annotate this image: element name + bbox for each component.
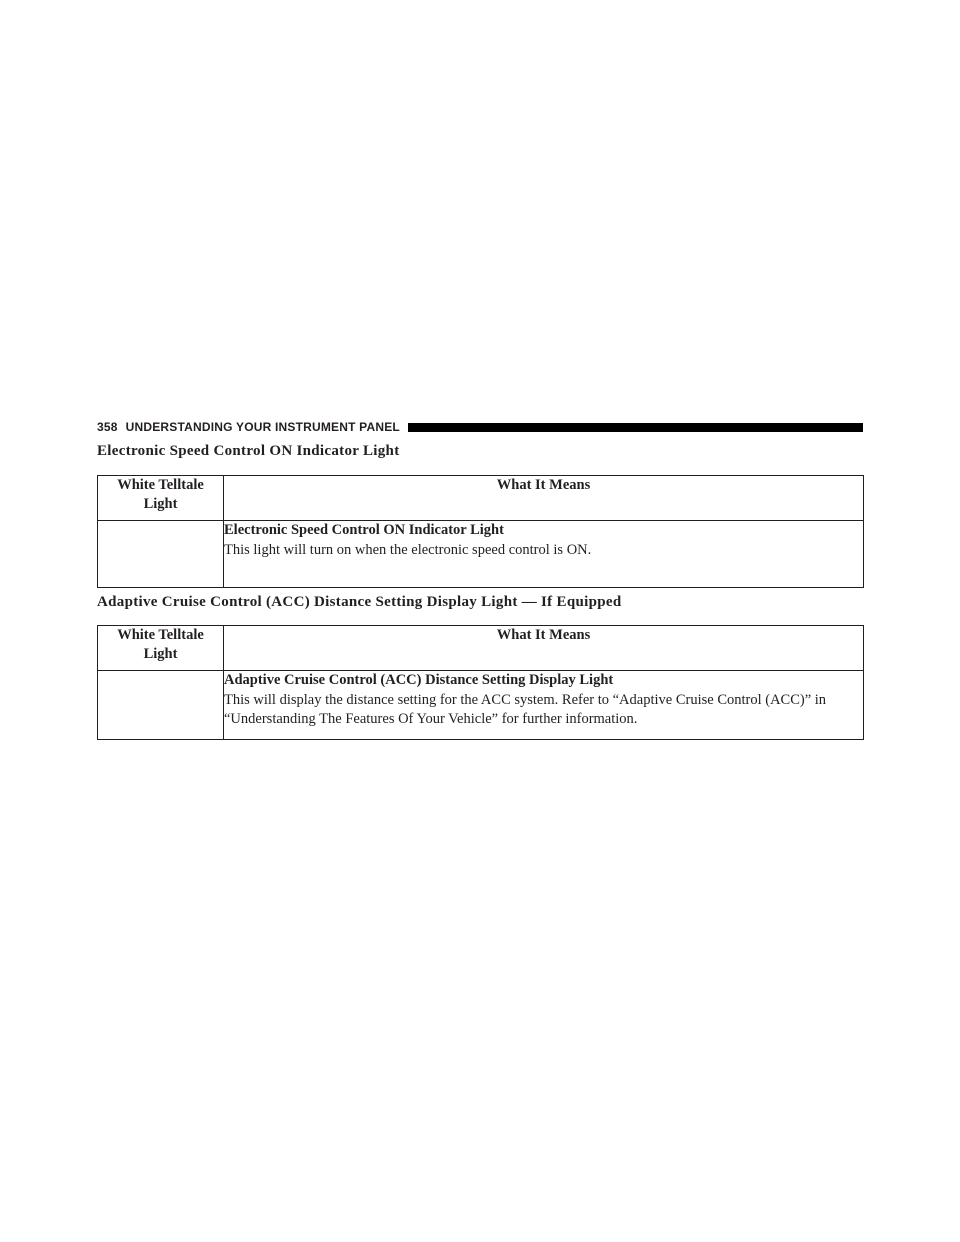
table-row <box>98 521 864 588</box>
telltale-table-speed-control <box>97 475 864 588</box>
telltale-icon-cell <box>98 671 224 740</box>
telltale-table-acc-distance <box>97 625 864 740</box>
meaning-cell <box>224 671 864 740</box>
chapter-title: UNDERSTANDING YOUR INSTRUMENT PANEL <box>125 420 400 434</box>
meaning-body: This light will turn on when the electronic speed control is ON. <box>224 541 592 558</box>
column-header-telltale-line2: Light <box>143 496 178 512</box>
column-header-telltale-line2: Light <box>143 646 178 662</box>
column-header-telltale <box>98 626 224 671</box>
page-number: 358 <box>97 420 118 434</box>
column-header-telltale-line1: White Telltale <box>117 477 204 493</box>
meaning-body: This will display the distance setting for the ACC system. Refer to “Adaptive Cruise Control (ACC)” in “Understanding The Features Of Your Vehicle” for further information. <box>224 691 827 727</box>
column-header-meaning: What It Means <box>224 476 864 521</box>
meaning-title: Adaptive Cruise Control (ACC) Distance Setting Display Light <box>224 672 614 688</box>
meaning-title: Electronic Speed Control ON Indicator Light <box>224 522 504 538</box>
meaning-cell <box>224 521 864 588</box>
page-header <box>97 416 863 438</box>
table-header-row <box>98 626 864 671</box>
telltale-icon-cell <box>98 521 224 588</box>
section-heading-speed-control: Electronic Speed Control ON Indicator Light <box>97 443 400 459</box>
column-header-telltale <box>98 476 224 521</box>
column-header-meaning: What It Means <box>224 626 864 671</box>
table-row <box>98 671 864 740</box>
table-header-row <box>98 476 864 521</box>
section-heading-acc-distance: Adaptive Cruise Control (ACC) Distance Setting Display Light — If Equipped <box>97 594 622 610</box>
column-header-telltale-line1: White Telltale <box>117 627 204 643</box>
header-rule <box>408 423 863 432</box>
